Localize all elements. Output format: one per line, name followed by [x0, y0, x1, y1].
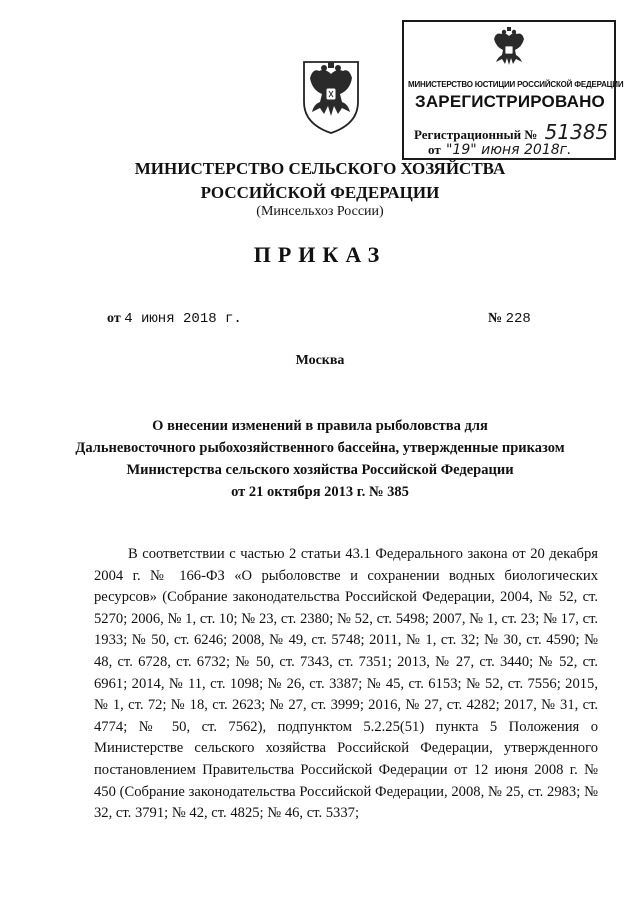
- stamp-date-value: "19" июня 2018г.: [445, 142, 572, 158]
- stamp-coat-of-arms-icon: [488, 26, 530, 74]
- stamp-reg-number: 51385: [544, 120, 609, 144]
- subject-line3: Министерства сельского хозяйства Российской Федерации: [126, 462, 514, 478]
- stamp-reg-label: Регистрационный №: [414, 127, 538, 142]
- order-subject: [0, 415, 640, 503]
- ministry-name: [0, 157, 640, 205]
- ministry-short-name: (Минсельхоз России): [256, 204, 384, 219]
- subject-line1: О внесении изменений в правила рыболовства для: [152, 418, 488, 434]
- order-body: [94, 544, 598, 825]
- document-type-title: ПРИКАЗ: [253, 242, 387, 267]
- body-paragraph: В соответствии с частью 2 статьи 43.1 Федерального закона от 20 декабря 2004 г. № 166-ФЗ «О рыболовстве и сохранении водных биологических ресурсов» (Собрание законодательства Российской Федерации, 2004, № 52, ст. 5270; 2006, № 1, ст. 10; № 23, ст. 2380; № 52, ст. 5498; 2007, № 1, ст. 23; № 17, ст. 1933; № 50, ст. 6246; 2008, № 49, ст. 5748; 2011, № 1, ст. 32; № 30, ст. 4590; № 48, ст. 6728, ст. 6732; № 50, ст. 7343, ст. 7351; 2013, № 27, ст. 3440; № 52, ст. 6961; 2014, № 11, ст. 1098; № 26, ст. 3387; № 45, ст. 6153; № 52, ст. 7556; 2015, № 1, ст. 72; № 18, ст. 2623; № 27, ст. 3999; 2016, № 27, ст. 4282; 2017, № 31, ст. 4774; № 50, ст. 7562), подпунктом 5.2.25(51) пункта 5 Положения о Министерстве сельского хозяйства Российской Федерации, утвержденного постановлением Правительства Российской Федерации от 12 июня 2008 г. № 450 (Собрание законодательства Российской Федерации, 2008, № 25, ст. 2983; № 32, ст. 3791; № 42, ст. 4825; № 46, ст. 5337;: [94, 546, 598, 822]
- order-city: Москва: [295, 353, 345, 368]
- order-number-prefix: №: [488, 311, 503, 326]
- stamp-registered-label: ЗАРЕГИСТРИРОВАНО: [414, 92, 605, 111]
- order-date: [107, 311, 242, 327]
- stamp-ministry-name: МИНИСТЕРСТВО ЮСТИЦИИ РОССИЙСКОЙ ФЕДЕРАЦИИ: [408, 80, 624, 89]
- stamp-date-line: [428, 142, 571, 158]
- stamp-registration-line: [414, 120, 608, 144]
- ministry-name-line2: РОССИЙСКОЙ ФЕДЕРАЦИИ: [200, 183, 440, 202]
- subject-line4: от 21 октября 2013 г. № 385: [231, 484, 409, 500]
- order-number: [488, 311, 531, 327]
- order-number-value: 228: [505, 311, 531, 327]
- subject-line2: Дальневосточного рыбохозяйственного бассейна, утвержденные приказом: [75, 440, 565, 456]
- order-date-prefix: от: [107, 311, 121, 326]
- coat-of-arms-icon: [300, 58, 362, 136]
- registration-stamp: [402, 20, 624, 160]
- ministry-name-line1: МИНИСТЕРСТВО СЕЛЬСКОГО ХОЗЯЙСТВА: [134, 159, 506, 178]
- stamp-date-prefix: от: [428, 142, 441, 157]
- order-date-value: 4 июня 2018 г.: [124, 311, 242, 327]
